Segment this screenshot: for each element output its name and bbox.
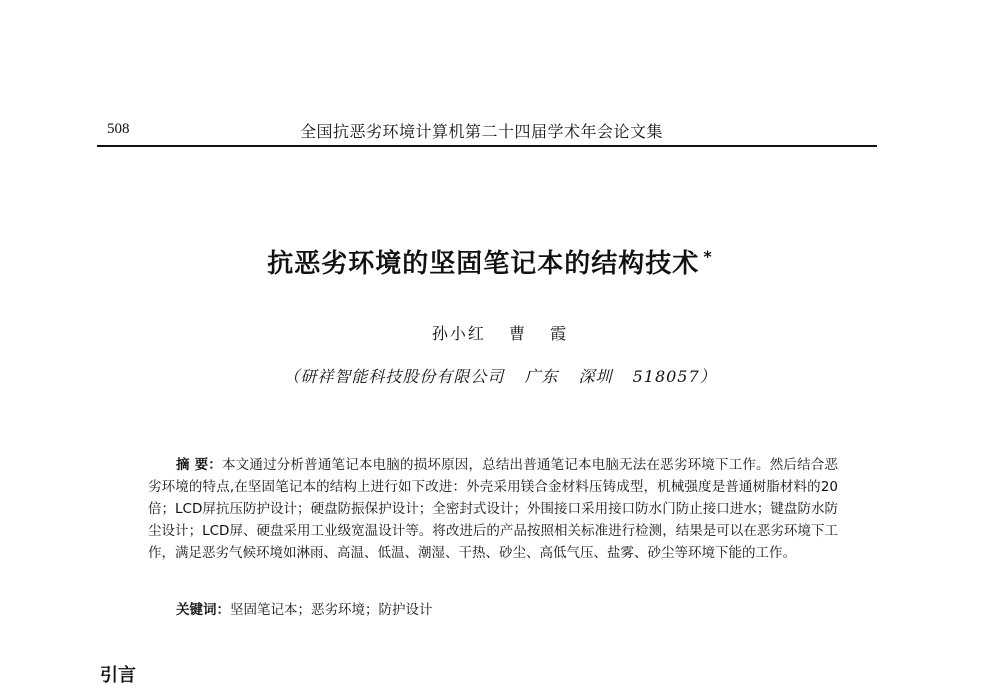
running-header: 全国抗恶劣环境计算机第二十四届学术年会论文集: [300, 122, 664, 141]
authors: 孙小红 曹 霞: [431, 324, 569, 343]
affiliation: （研祥智能科技股份有限公司 广东 深圳 518057）: [283, 367, 717, 386]
header-rule: [97, 145, 877, 147]
abstract: [148, 454, 838, 564]
page-number: 508: [107, 121, 130, 137]
keywords-text: 坚固笔记本；恶劣环境；防护设计: [230, 602, 433, 618]
keywords-label: 关键词：: [176, 602, 230, 618]
paper-title: [0, 243, 980, 280]
title-footnote-mark: *: [703, 247, 713, 267]
keywords: [176, 598, 433, 618]
paper-title-text: 抗恶劣环境的坚固笔记本的结构技术: [267, 249, 700, 279]
abstract-label: 摘 要：: [176, 457, 222, 473]
abstract-text: 本文通过分析普通笔记本电脑的损坏原因，总结出普通笔记本电脑无法在恶劣环境下工作。然后结合恶劣环境的特点,在坚固笔记本的结构上进行如下改进：外壳采用镁合金材料压铸成型，机械强度是普通树脂材料的20倍；LCD屏抗压防护设计；硬盘防振保护设计；全密封式设计；外围接口采用接口防水门防止接口进水；键盘防水防尘设计；LCD屏、硬盘采用工业级宽温设计等。将改进后的产品按照相关标准进行检测，结果是可以在恶劣环境下工作，满足恶劣气候环境如淋雨、高温、低温、潮湿、干热、砂尘、高低气压、盐雾、砂尘等环境下能的工作。: [148, 457, 839, 561]
section-heading-introduction: 引言: [100, 665, 136, 686]
